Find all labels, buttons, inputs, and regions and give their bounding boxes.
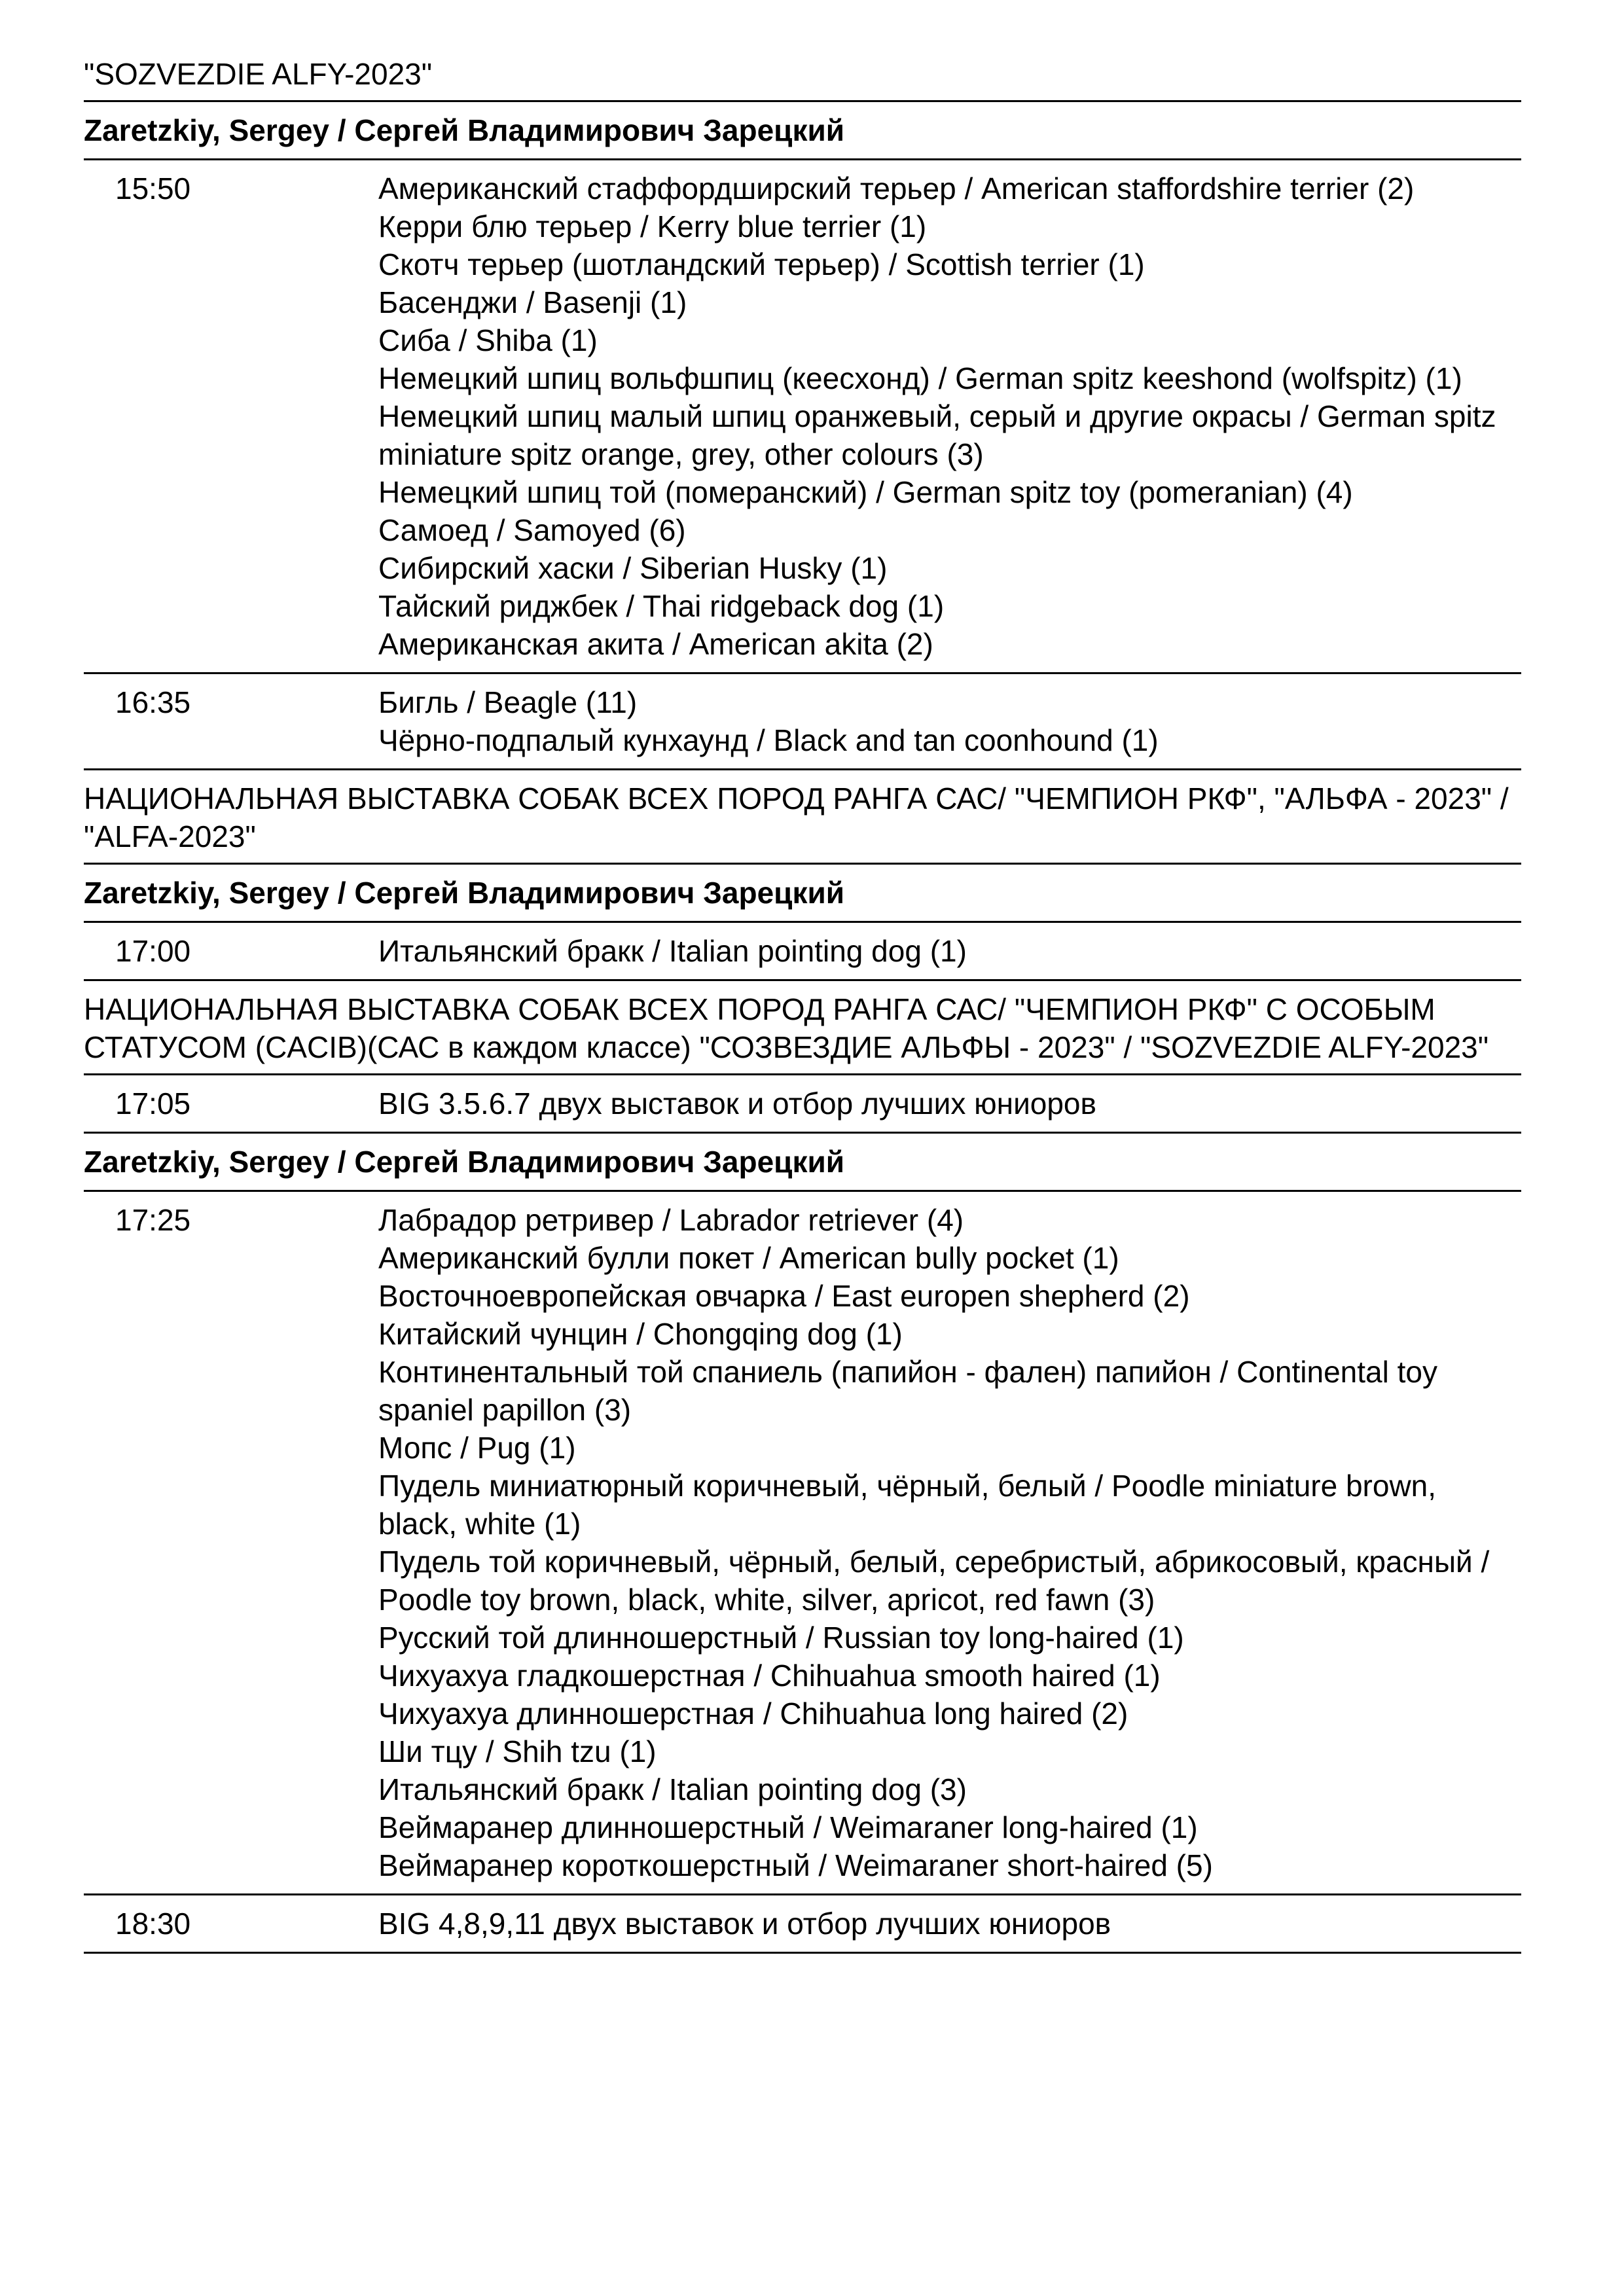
- breed-entry: Сибирский хаски / Siberian Husky (1): [378, 551, 888, 585]
- slot-time: 17:05: [115, 1086, 191, 1121]
- judge-name: Zaretzkiy, Sergey / Сергей Владимирович Зарецкий: [84, 113, 845, 147]
- schedule-row: [84, 1075, 1521, 1132]
- show-title: "SOZVEZDIE ALFY-2023": [84, 57, 433, 91]
- slot-time: 17:00: [115, 934, 191, 968]
- judge-name: Zaretzkiy, Sergey / Сергей Владимирович Зарецкий: [84, 1145, 845, 1179]
- schedule-row: [84, 1895, 1521, 1952]
- breed-entry: Пудель той коричневый, чёрный, белый, серебристый, абрикосовый, красный / Poodle toy brown, black, white, silver, apricot, red fawn (3): [378, 1545, 1490, 1617]
- breed-entry: Немецкий шпиц вольфшпиц (кеесхонд) / German spitz keeshond (wolfspitz) (1): [378, 361, 1462, 395]
- breed-list: [378, 1085, 1521, 1122]
- breed-entry: Американская акита / American akita (2): [378, 627, 933, 661]
- schedule-row: [84, 160, 1521, 672]
- slot-time: 17:25: [115, 1203, 191, 1237]
- show-title: НАЦИОНАЛЬНАЯ ВЫСТАВКА СОБАК ВСЕХ ПОРОД РАНГА САС/ "ЧЕМПИОН РКФ", "АЛЬФА - 2023" / "ALFA-2023": [84, 781, 1509, 853]
- breed-list: [378, 170, 1521, 663]
- schedule-row: [84, 923, 1521, 979]
- breed-entry: Чихуахуа гладкошерстная / Chihuahua smooth haired (1): [378, 1659, 1161, 1693]
- breed-entry: Скотч терьер (шотландский терьер) / Scottish terrier (1): [378, 247, 1145, 281]
- breed-entry: Китайский чунцин / Chongqing dog (1): [378, 1317, 903, 1351]
- schedule-row: [84, 1192, 1521, 1893]
- breed-entry: Чёрно-подпалый кунхаунд / Black and tan coonhound (1): [378, 723, 1159, 757]
- breed-entry: Немецкий шпиц малый шпиц оранжевый, серый и другие окрасы / German spitz miniature spitz orange, grey, other colours (3): [378, 399, 1496, 471]
- breed-list: [378, 1201, 1521, 1884]
- breed-entry: Мопс / Pug (1): [378, 1431, 576, 1465]
- breed-entry: Русский той длинношерстный / Russian toy long-haired (1): [378, 1621, 1184, 1655]
- slot-time: 15:50: [115, 171, 191, 206]
- breed-entry: Басенджи / Basenji (1): [378, 285, 687, 319]
- breed-entry: Тайский риджбек / Thai ridgeback dog (1): [378, 589, 945, 623]
- breed-entry: Американский булли покет / American bully pocket (1): [378, 1241, 1119, 1275]
- breed-entry: BIG 4,8,9,11 двух выставок и отбор лучших юниоров: [378, 1907, 1111, 1941]
- breed-entry: Сиба / Shiba (1): [378, 323, 598, 357]
- show-title: НАЦИОНАЛЬНАЯ ВЫСТАВКА СОБАК ВСЕХ ПОРОД РАНГА САС/ "ЧЕМПИОН РКФ" С ОСОБЫМ СТАТУСОМ (CACIB)(САС в каждом классе) "СОЗВЕЗДИЕ АЛЬФЫ - 2023" / "SOZVEZDIE ALFY-2023": [84, 992, 1489, 1064]
- breed-entry: BIG 3.5.6.7 двух выставок и отбор лучших юниоров: [378, 1086, 1096, 1121]
- breed-entry: Чихуахуа длинношерстная / Chihuahua long haired (2): [378, 1696, 1128, 1731]
- breed-entry: Керри блю терьер / Kerry blue terrier (1): [378, 209, 927, 243]
- breed-entry: Веймаранер короткошерстный / Weimaraner short-haired (5): [378, 1848, 1213, 1882]
- breed-entry: Пудель миниатюрный коричневый, чёрный, белый / Poodle miniature brown, black, white (1): [378, 1469, 1437, 1541]
- breed-entry: Американский стаффордширский терьер / American staffordshire terrier (2): [378, 171, 1415, 206]
- breed-entry: Бигль / Beagle (11): [378, 685, 638, 719]
- breed-list: [378, 932, 1521, 970]
- breed-entry: Веймаранер длинношерстный / Weimaraner long-haired (1): [378, 1810, 1198, 1844]
- breed-entry: Итальянский бракк / Italian pointing dog (3): [378, 1772, 967, 1806]
- breed-list: [378, 1905, 1521, 1943]
- breed-entry: Самоед / Samoyed (6): [378, 513, 686, 547]
- slot-time: 16:35: [115, 685, 191, 719]
- judge-name: Zaretzkiy, Sergey / Сергей Владимирович Зарецкий: [84, 876, 845, 910]
- divider: [84, 1952, 1521, 1954]
- breed-entry: Лабрадор ретривер / Labrador retriever (4): [378, 1203, 964, 1237]
- breed-entry: Восточноевропейская овчарка / East europen shepherd (2): [378, 1279, 1190, 1313]
- slot-time: 18:30: [115, 1907, 191, 1941]
- breed-list: [378, 683, 1521, 759]
- schedule-page: [84, 55, 1521, 1954]
- schedule-row: [84, 674, 1521, 768]
- breed-entry: Итальянский бракк / Italian pointing dog (1): [378, 934, 967, 968]
- breed-entry: Континентальный той спаниель (папийон - фален) папийон / Continental toy spaniel papillon (3): [378, 1355, 1437, 1427]
- breed-entry: Ши тцу / Shih tzu (1): [378, 1734, 657, 1768]
- breed-entry: Немецкий шпиц той (померанский) / German spitz toy (pomeranian) (4): [378, 475, 1353, 509]
